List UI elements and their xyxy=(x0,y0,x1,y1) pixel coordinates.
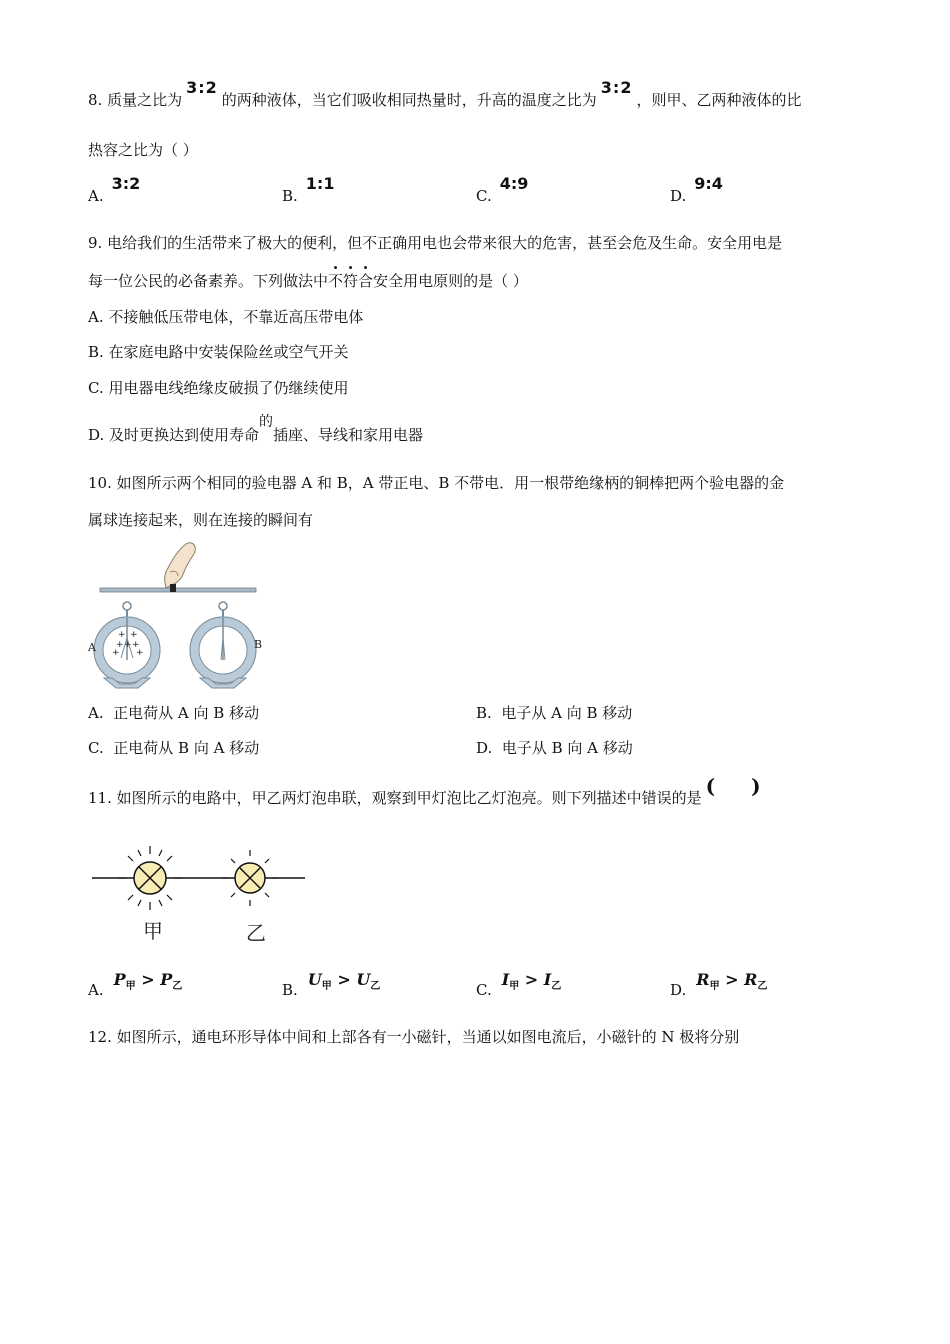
q11-option-a[interactable] xyxy=(88,970,183,1007)
q8-option-b[interactable] xyxy=(282,174,335,206)
q12-line1 xyxy=(88,1027,739,1047)
charge-plus: + xyxy=(112,648,120,658)
circuit-figure xyxy=(88,840,312,948)
lamp-icon xyxy=(134,862,166,894)
q9-emphasis-char: 不 xyxy=(328,272,344,290)
q11-option-c[interactable] xyxy=(476,970,562,1007)
q9-line2 xyxy=(88,271,528,291)
q8-ratio-mass: 3:2 xyxy=(186,78,218,97)
charge-plus: + xyxy=(132,640,140,650)
q11-option-a-formula: $P_甲 > P_乙$ xyxy=(113,970,183,993)
q11-option-b-formula: $U_甲 > U_乙$ xyxy=(307,970,381,993)
q8-line2-text: 热容之比为（ ） xyxy=(88,141,198,159)
q11-option-b[interactable] xyxy=(282,970,381,1007)
q11-option-d[interactable] xyxy=(670,970,768,1007)
q8-line2 xyxy=(88,140,198,160)
hand-icon xyxy=(165,543,196,592)
q11-option-c-letter: C. xyxy=(476,981,492,999)
q8-option-d[interactable] xyxy=(670,174,723,206)
q10-option-c-letter: C. xyxy=(88,739,104,757)
q9-option-d-suffix: 插座、导线和家用电器 xyxy=(273,426,424,444)
q9-option-d[interactable] xyxy=(88,414,424,446)
q10-option-a[interactable] xyxy=(88,703,259,723)
q9-line2-suffix: 安全用电原则的是（ ） xyxy=(373,272,528,290)
q10-option-b-letter: B. xyxy=(476,704,492,722)
q8-text-suffix: ，则甲、乙两种液体的比 xyxy=(636,91,802,109)
q9-option-b-text: B. 在家庭电路中安装保险丝或空气开关 xyxy=(88,343,349,361)
lamp-label-yi: 乙 xyxy=(246,921,266,945)
q10-option-d-text: 电子从 B 向 A 移动 xyxy=(501,739,633,757)
q11-option-a-letter: A. xyxy=(88,981,104,999)
q8-option-b-value: 1:1 xyxy=(305,174,335,193)
q10-line2-text: 属球连接起来，则在连接的瞬间有 xyxy=(88,511,314,529)
charge-plus: + xyxy=(116,640,124,650)
q9-option-c[interactable] xyxy=(88,378,348,398)
q9-option-c-text: C. 用电器电线绝缘皮破损了仍继续使用 xyxy=(88,379,349,397)
lamp-label-jia: 甲 xyxy=(143,919,163,943)
q12-line1-text: 12. 如图所示，通电环形导体中间和上部各有一小磁针，当通以如图电流后，小磁针的 N 极将分别 xyxy=(88,1028,740,1046)
charge-plus: + xyxy=(136,648,144,658)
q9-line1-text: 9. 电给我们的生活带来了极大的便利，但不正确用电也会带来很大的危害，甚至会危及生命。安全用电是 xyxy=(88,234,783,252)
q10-option-d-letter: D. xyxy=(476,739,493,757)
q8-ratio-temp: 3:2 xyxy=(600,78,633,97)
q10-option-b[interactable] xyxy=(476,703,632,723)
q10-option-d[interactable] xyxy=(476,738,633,758)
electroscope-icon xyxy=(94,602,160,688)
q9-option-d-raised: 的 xyxy=(259,414,274,430)
q10-line2 xyxy=(88,510,313,530)
q11-paren-open: ( xyxy=(705,774,716,798)
q9-option-b[interactable] xyxy=(88,342,349,362)
q10-line1 xyxy=(88,473,784,493)
q10-line1-text: 10. 如图所示两个相同的验电器 A 和 B，A 带正电、B 不带电．用一根带绝缘柄的铜棒把两个验电器的金 xyxy=(88,474,785,492)
q10-option-c[interactable] xyxy=(88,738,259,758)
q10-option-c-text: 正电荷从 B 向 A 移动 xyxy=(113,739,260,757)
q9-emphasis-char: 合 xyxy=(358,272,374,290)
q9-line1 xyxy=(88,233,782,253)
q8-option-d-value: 9:4 xyxy=(694,174,723,193)
electroscope-b-label: B xyxy=(254,638,263,651)
q9-option-a-text: A. 不接触低压带电体，不靠近高压带电体 xyxy=(88,308,364,326)
q9-option-a[interactable] xyxy=(88,307,363,327)
q10-option-a-letter: A. xyxy=(88,704,104,722)
q11-option-c-formula: $I_甲 > I_乙$ xyxy=(501,970,562,993)
q10-option-b-text: 电子从 A 向 B 移动 xyxy=(501,704,633,722)
charge-plus: + xyxy=(130,630,138,640)
q9-line2-prefix: 每一位公民的必备素养。下列做法中 xyxy=(88,272,329,290)
q11-paren-close: ) xyxy=(751,774,761,798)
copper-rod xyxy=(100,588,256,592)
q8-option-b-letter: B. xyxy=(282,187,298,205)
q8-text-mid: 的两种液体，当它们吸收相同热量时，升高的温度之比为 xyxy=(221,91,597,109)
q11-option-d-formula: $R_甲 > R_乙$ xyxy=(696,970,768,993)
q9-option-d-prefix: D. 及时更换达到使用寿命 xyxy=(88,426,260,444)
q8-line1 xyxy=(88,78,802,110)
q8-option-c[interactable] xyxy=(476,174,529,206)
q8-option-a-letter: A. xyxy=(88,187,104,205)
q8-option-c-value: 4:9 xyxy=(499,174,529,193)
q8-option-a[interactable] xyxy=(88,174,141,206)
electroscope-figure xyxy=(86,538,266,690)
q11-option-b-letter: B. xyxy=(282,981,298,999)
q11-line1-text: 11. 如图所示的电路中，甲乙两灯泡串联，观察到甲灯泡比乙灯泡亮。则下列描述中错误的是 xyxy=(88,789,702,807)
charge-plus: + xyxy=(118,630,126,640)
lamp-icon xyxy=(235,863,265,893)
q8-option-a-value: 3:2 xyxy=(111,174,141,193)
q8-option-c-letter: C. xyxy=(476,187,492,205)
charge-plus: + xyxy=(124,640,132,650)
q10-option-a-text: 正电荷从 A 向 B 移动 xyxy=(113,704,260,722)
q9-emphasis-char: 符 xyxy=(343,272,359,290)
q8-text-prefix: 8. 质量之比为 xyxy=(88,91,183,109)
q11-option-d-letter: D. xyxy=(670,981,687,999)
q11-line1 xyxy=(88,774,761,808)
q8-option-d-letter: D. xyxy=(670,187,687,205)
electroscope-icon xyxy=(190,602,256,688)
electroscope-a-label: A xyxy=(88,641,96,654)
